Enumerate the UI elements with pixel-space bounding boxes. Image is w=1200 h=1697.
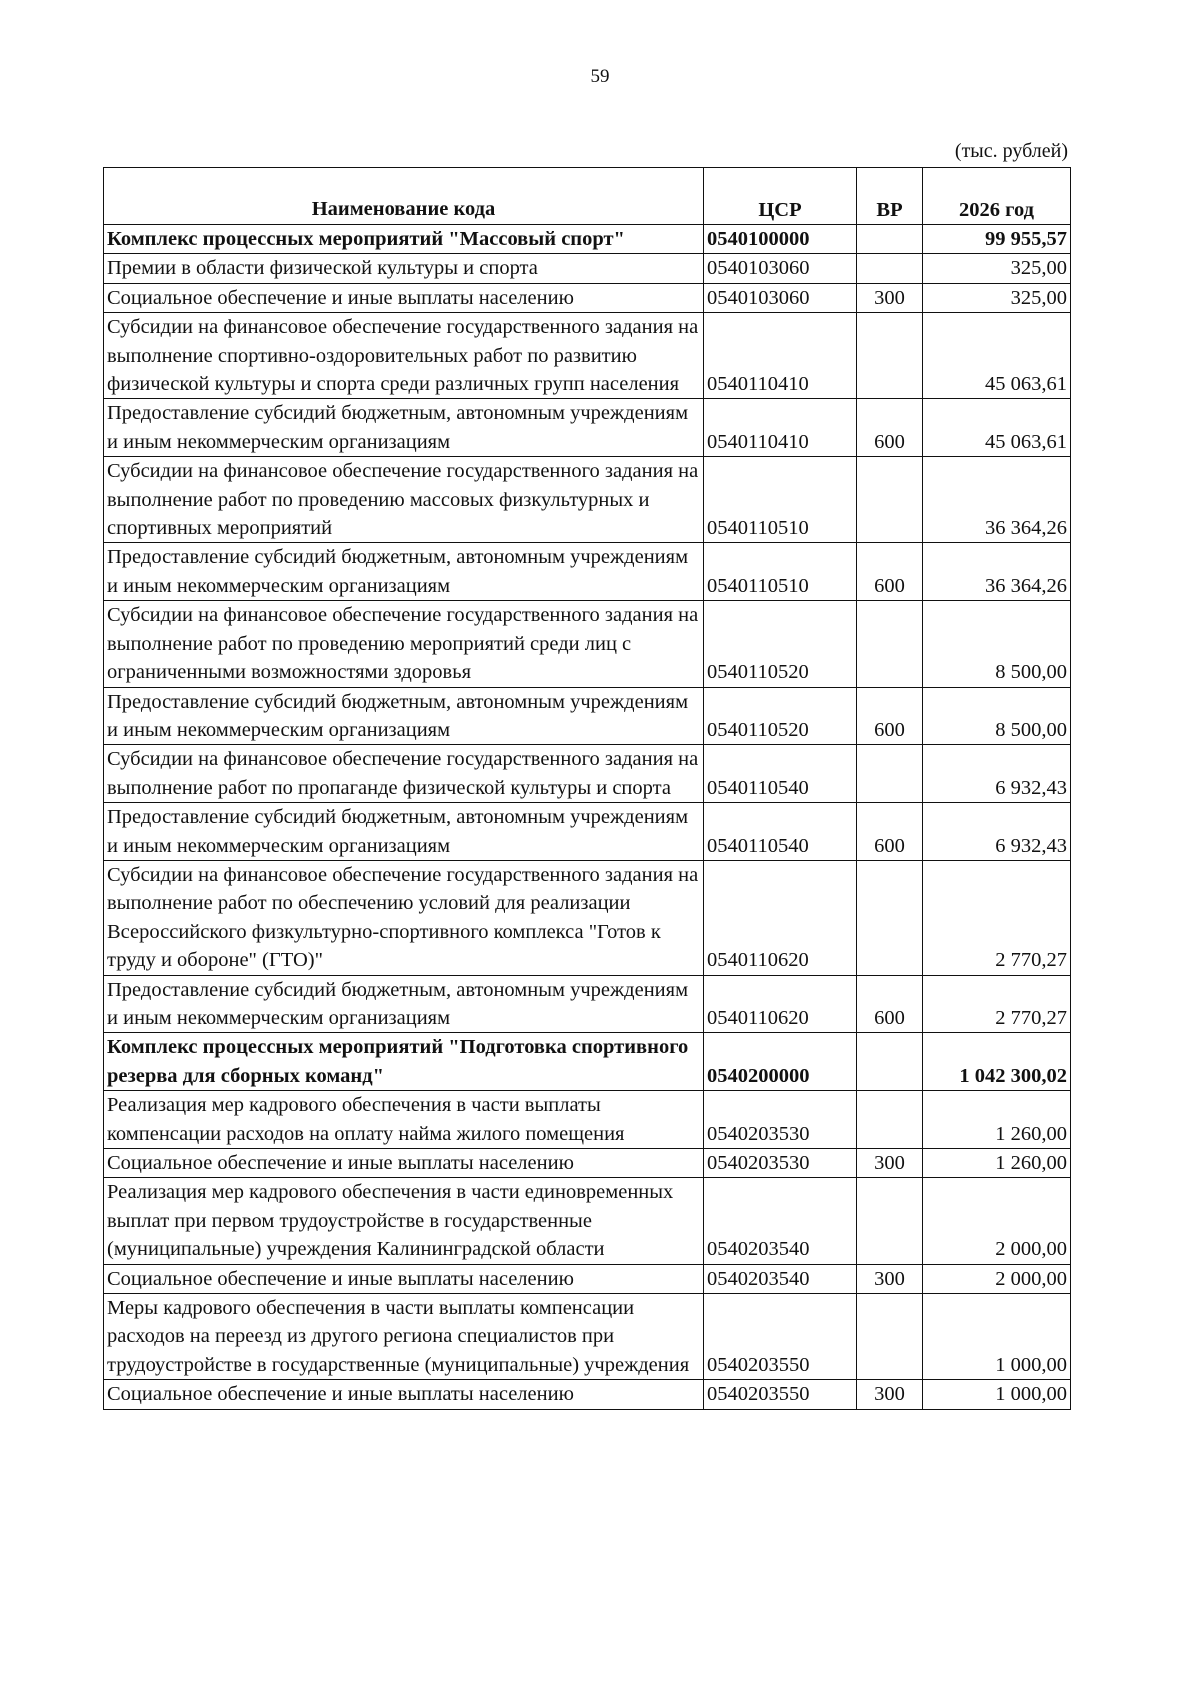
- row-name: Социальное обеспечение и иные выплаты населению: [104, 1149, 704, 1178]
- row-name: Предоставление субсидий бюджетным, автономным учреждениям и иным некоммерческим организациям: [104, 687, 704, 745]
- row-name: Предоставление субсидий бюджетным, автономным учреждениям и иным некоммерческим организациям: [104, 543, 704, 601]
- row-csr: 0540110510: [704, 457, 857, 543]
- row-csr: 0540110510: [704, 543, 857, 601]
- row-name: Реализация мер кадрового обеспечения в части выплаты компенсации расходов на оплату найма жилого помещения: [104, 1091, 704, 1149]
- row-name: Предоставление субсидий бюджетным, автономным учреждениям и иным некоммерческим организациям: [104, 803, 704, 861]
- row-csr: 0540203540: [704, 1178, 857, 1264]
- row-csr: 0540203550: [704, 1294, 857, 1380]
- table-row: [104, 1294, 1071, 1380]
- row-name: Социальное обеспечение и иные выплаты населению: [104, 283, 704, 312]
- row-vr: 300: [857, 1264, 923, 1293]
- table-header-row: [104, 168, 1071, 225]
- table-row: [104, 254, 1071, 283]
- row-value-2026: 2 000,00: [923, 1178, 1071, 1264]
- row-name: Субсидии на финансовое обеспечение государственного задания на выполнение работ по проведению массовых физкультурных и спортивных мероприятий: [104, 457, 704, 543]
- row-value-2026: 45 063,61: [923, 399, 1071, 457]
- table-row: [104, 745, 1071, 803]
- row-name: Меры кадрового обеспечения в части выплаты компенсации расходов на переезд из другого региона специалистов при трудоустройстве в государственные (муниципальные) учреждения: [104, 1294, 704, 1380]
- header-vr: ВР: [857, 168, 923, 225]
- row-csr: 0540203530: [704, 1091, 857, 1149]
- row-vr: 600: [857, 803, 923, 861]
- row-vr: [857, 1178, 923, 1264]
- row-name: Премии в области физической культуры и спорта: [104, 254, 704, 283]
- row-vr: [857, 601, 923, 687]
- row-name: Комплекс процессных мероприятий "Подготовка спортивного резерва для сборных команд": [104, 1033, 704, 1091]
- row-csr: 0540110520: [704, 687, 857, 745]
- row-value-2026: 2 770,27: [923, 860, 1071, 975]
- row-csr: 0540110620: [704, 860, 857, 975]
- table-row: [104, 975, 1071, 1033]
- row-vr: 600: [857, 399, 923, 457]
- table-body: [104, 225, 1071, 1410]
- row-csr: 0540110540: [704, 803, 857, 861]
- row-value-2026: 1 042 300,02: [923, 1033, 1071, 1091]
- row-name: Реализация мер кадрового обеспечения в части единовременных выплат при первом трудоустройстве в государственные (муниципальные) учреждения Калининградской области: [104, 1178, 704, 1264]
- row-value-2026: 36 364,26: [923, 457, 1071, 543]
- row-csr: 0540110410: [704, 399, 857, 457]
- row-name: Субсидии на финансовое обеспечение государственного задания на выполнение работ по обеспечению условий для реализации Всероссийского физкультурно-спортивного комплекса "Готов к труду и обороне" (ГТО)": [104, 860, 704, 975]
- table-row: [104, 399, 1071, 457]
- row-value-2026: 6 932,43: [923, 745, 1071, 803]
- row-csr: 0540203550: [704, 1380, 857, 1409]
- table-row: [104, 860, 1071, 975]
- row-vr: [857, 225, 923, 254]
- table-row: [104, 313, 1071, 399]
- row-value-2026: 8 500,00: [923, 687, 1071, 745]
- table-row: [104, 1178, 1071, 1264]
- row-csr: 0540110520: [704, 601, 857, 687]
- row-csr: 0540200000: [704, 1033, 857, 1091]
- row-value-2026: 99 955,57: [923, 225, 1071, 254]
- row-value-2026: 1 260,00: [923, 1149, 1071, 1178]
- row-vr: 600: [857, 687, 923, 745]
- row-value-2026: 325,00: [923, 283, 1071, 312]
- units-note: (тыс. рублей): [954, 140, 1068, 162]
- table-row: [104, 1380, 1071, 1409]
- row-name: Предоставление субсидий бюджетным, автономным учреждениям и иным некоммерческим организациям: [104, 975, 704, 1033]
- row-value-2026: 36 364,26: [923, 543, 1071, 601]
- header-csr: ЦСР: [704, 168, 857, 225]
- row-vr: [857, 1033, 923, 1091]
- row-csr: 0540110620: [704, 975, 857, 1033]
- row-vr: [857, 1294, 923, 1380]
- table-row: [104, 283, 1071, 312]
- row-vr: [857, 860, 923, 975]
- row-name: Субсидии на финансовое обеспечение государственного задания на выполнение спортивно-оздоровительных работ по развитию физической культуры и спорта среди различных групп населения: [104, 313, 704, 399]
- row-value-2026: 2 770,27: [923, 975, 1071, 1033]
- row-value-2026: 1 000,00: [923, 1294, 1071, 1380]
- table-row: [104, 1091, 1071, 1149]
- table-row: [104, 543, 1071, 601]
- row-vr: [857, 254, 923, 283]
- table-row: [104, 601, 1071, 687]
- row-vr: [857, 745, 923, 803]
- row-csr: 0540203530: [704, 1149, 857, 1178]
- row-csr: 0540103060: [704, 283, 857, 312]
- row-value-2026: 325,00: [923, 254, 1071, 283]
- table-row: [104, 1149, 1071, 1178]
- table-row: [104, 803, 1071, 861]
- row-name: Социальное обеспечение и иные выплаты населению: [104, 1380, 704, 1409]
- row-name: Комплекс процессных мероприятий "Массовый спорт": [104, 225, 704, 254]
- row-csr: 0540110410: [704, 313, 857, 399]
- row-name: Субсидии на финансовое обеспечение государственного задания на выполнение работ по пропаганде физической культуры и спорта: [104, 745, 704, 803]
- row-vr: [857, 313, 923, 399]
- section-header-row: [104, 225, 1071, 254]
- row-value-2026: 45 063,61: [923, 313, 1071, 399]
- header-name: Наименование кода: [104, 168, 704, 225]
- row-vr: 600: [857, 975, 923, 1033]
- row-vr: 600: [857, 543, 923, 601]
- table-row: [104, 1264, 1071, 1293]
- row-vr: [857, 1091, 923, 1149]
- row-name: Субсидии на финансовое обеспечение государственного задания на выполнение работ по проведению мероприятий среди лиц с ограниченными возможностями здоровья: [104, 601, 704, 687]
- row-vr: 300: [857, 283, 923, 312]
- row-vr: 300: [857, 1149, 923, 1178]
- row-csr: 0540100000: [704, 225, 857, 254]
- budget-table: [103, 167, 1071, 1410]
- row-value-2026: 1 260,00: [923, 1091, 1071, 1149]
- row-value-2026: 1 000,00: [923, 1380, 1071, 1409]
- section-header-row: [104, 1033, 1071, 1091]
- row-csr: 0540203540: [704, 1264, 857, 1293]
- row-name: Социальное обеспечение и иные выплаты населению: [104, 1264, 704, 1293]
- row-value-2026: 6 932,43: [923, 803, 1071, 861]
- table-row: [104, 687, 1071, 745]
- row-vr: [857, 457, 923, 543]
- row-name: Предоставление субсидий бюджетным, автономным учреждениям и иным некоммерческим организациям: [104, 399, 704, 457]
- header-2026: 2026 год: [923, 168, 1071, 225]
- row-csr: 0540103060: [704, 254, 857, 283]
- row-value-2026: 2 000,00: [923, 1264, 1071, 1293]
- row-vr: 300: [857, 1380, 923, 1409]
- row-csr: 0540110540: [704, 745, 857, 803]
- page-number: 59: [590, 66, 610, 87]
- table-row: [104, 457, 1071, 543]
- row-value-2026: 8 500,00: [923, 601, 1071, 687]
